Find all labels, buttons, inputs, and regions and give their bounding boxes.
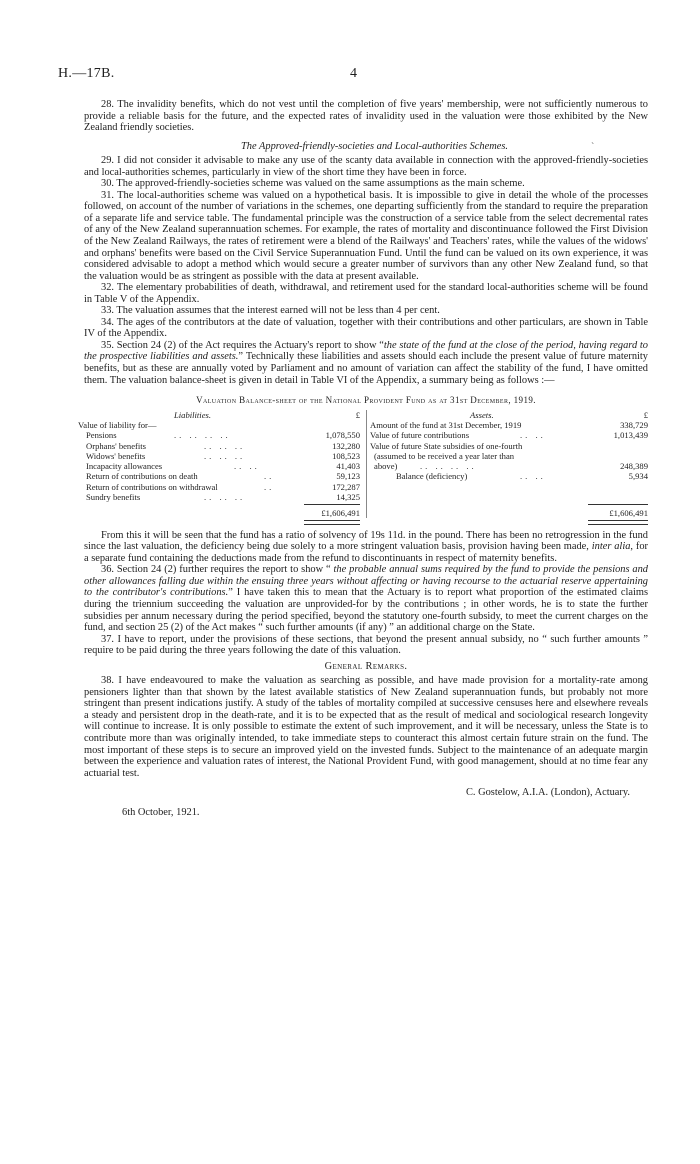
asset-leader: .. .. xyxy=(520,430,546,441)
liabilities-intro: Value of liability for— xyxy=(78,419,157,430)
liability-amount: 1,078,550 xyxy=(325,430,360,441)
paragraph-28: 28. The invalidity benefits, which do not vest until the completion of five years' membership, were not sufficiently numerous to provide a reliable basis for the future, and the expected rates of invalidity used in the valuation were those exhibited by the New Zealand friendly societies. xyxy=(84,99,648,134)
asset-label: Value of future State subsidies of one-fourth xyxy=(370,440,523,451)
liabilities-column xyxy=(78,409,366,518)
stray-mark: ˋ xyxy=(591,142,595,153)
asset-row xyxy=(370,461,648,471)
liability-row xyxy=(84,471,366,481)
asset-row xyxy=(370,420,648,430)
assets-heading: Assets. xyxy=(470,409,494,420)
liability-leader: .. .. .. xyxy=(204,450,246,461)
liability-row xyxy=(84,451,366,461)
liability-amount: 108,523 xyxy=(332,450,360,461)
column-divider xyxy=(366,410,367,518)
liability-row xyxy=(84,482,366,492)
paragraph-35-text-end: ” Technically these liabilities and assets should each include the present value of future maternity benefits, but as these are annually voted by Parliament and no amount of variation can affect the stability of the fund, I have omitted them. The valuation balance-sheet is given in detail in Table VI of the Appendix, a summary being as follows :— xyxy=(84,351,648,386)
liability-leader: .. .. .. .. xyxy=(174,430,231,441)
asset-amount: 1,013,439 xyxy=(613,430,648,441)
assets-rule xyxy=(588,504,648,505)
asset-amount: 338,729 xyxy=(620,419,648,430)
asset-amount: 5,934 xyxy=(628,471,648,482)
liability-label: Orphans' benefits xyxy=(86,440,147,451)
asset-row xyxy=(370,430,648,440)
liabilities-total-row xyxy=(84,508,366,518)
liability-amount: 14,325 xyxy=(336,492,360,503)
liability-label: Return of contributions on withdrawal xyxy=(86,481,218,492)
body-text xyxy=(78,99,649,821)
liability-amount: 172,287 xyxy=(332,481,360,492)
paragraph-37: 37. I have to report, under the provisions of these sections, that beyond the present annual subsidy, no “ such further amounts ” require to be paid during the three years following the date of this valuation. xyxy=(84,633,648,657)
asset-label: Value of future contributions xyxy=(370,430,470,441)
paragraph-30: 30. The approved-friendly-societies scheme was valued on the same assumptions as the main scheme. xyxy=(101,178,525,190)
liability-amount: 132,280 xyxy=(332,440,360,451)
paragraph-36-text-end: ” I have taken this to mean that the Actuary is to report what proportion of the estimated claims during the triennium succeeding the valuation are unprovided-for by the contributions ; in other words, he is to state the further subsidies per annum necessary during the period specified, beyond the statutory one-fourth subsidy, to meet the current charges on the fund, and section 25 (2) of the Act makes “ such further amounts (if any) ” an additional charge on the State. xyxy=(84,587,649,634)
asset-row xyxy=(370,451,648,461)
assets-column xyxy=(370,409,648,518)
paragraph-35-text: 35. Section 24 (2) of the Act requires the Actuary's report to show “ xyxy=(101,339,384,351)
liability-label: Return of contributions on death xyxy=(86,471,198,482)
paragraph-solvency-text: From this it will be seen that the fund has a ratio of solvency of 19s 11d. in the pound. There has been no retrogression in the fund since the last valuation, the deficiency being due solely to a more stringent valuation basis, provision having been made, xyxy=(84,529,648,553)
liability-label: Widows' benefits xyxy=(86,450,146,461)
document-reference: H.—17B. xyxy=(58,66,115,81)
paragraph-solvency xyxy=(84,530,648,565)
liability-leader: .. xyxy=(264,471,275,482)
liability-label: Pensions xyxy=(86,430,117,441)
liability-amount: 41,403 xyxy=(336,461,360,472)
date-block xyxy=(84,807,648,821)
section-heading-schemes: The Approved-friendly-societies and Local-authorities Schemes. xyxy=(241,140,508,152)
liability-label: Sundry benefits xyxy=(86,492,141,503)
liabilities-intro-row xyxy=(78,419,366,430)
page-number: 4 xyxy=(350,66,357,81)
liability-label: Incapacity allowances xyxy=(86,461,163,472)
assets-total: £1,606,491 xyxy=(609,507,648,518)
liabilities-total: £1,606,491 xyxy=(321,507,360,518)
paragraph-36-quote: the probable annual sums required by the fund to provide the pensions and other allowances falling due within the ensuing three years without affecting or having recourse to the actuarial reserve appertaining to the contributor's contributions. xyxy=(84,564,649,599)
paragraph-35-quote: the state of the fund at the close of the period, having regard to the prospective liabilities and assets. xyxy=(84,339,648,363)
liability-row xyxy=(84,492,366,502)
liability-leader: .. xyxy=(264,481,275,492)
asset-label: Balance (deficiency) xyxy=(396,471,468,482)
liabilities-double-rule xyxy=(304,520,360,525)
liability-row xyxy=(84,461,366,471)
liability-row xyxy=(84,441,366,451)
balance-sheet-title: Valuation Balance-sheet of the National Provident Fund as at 31st December, 1919. xyxy=(196,395,536,406)
paragraph-34: 34. The ages of the contributors at the date of valuation, together with their contributions and other particulars, are shown in Table IV of the Appendix. xyxy=(84,316,648,340)
asset-amount: 248,389 xyxy=(620,461,648,472)
paragraph-solvency-latin: inter alia xyxy=(591,541,631,553)
asset-leader: .. .. xyxy=(520,471,546,482)
liabilities-currency: £ xyxy=(355,409,360,420)
asset-row xyxy=(370,441,648,451)
paragraph-solvency-text-end: , for a separate fund containing the deductions made from the refund to discontinuants in respect of maternity benefits. xyxy=(84,541,648,564)
paragraph-35 xyxy=(84,340,648,386)
page-header xyxy=(58,66,648,86)
asset-row xyxy=(370,471,648,481)
liability-amount: 59,123 xyxy=(336,471,360,482)
liability-leader: .. .. .. xyxy=(204,440,246,451)
paragraph-31: 31. The local-authorities scheme was valued on a hypothetical basis. It is impossible to give in detail the whole of the processes followed, on account of the number of variations in the schemes, one departing sufficiently from the standard to require the preparation of a separate life and service table. The fundamental principle was the construction of a service table from the select decremental rates of any of the New Zealand superannuation schemes. For example, the rates of mortality and discontinuance followed the First Division of the New Zealand Railways, the rates of retirement were a blend of the Railways' and Teachers' rates, while the values of the widows' and orphans' benefits were based on the Civil Service Superannuation Fund. Until the fund can be valued on its own experience, it was considered advisable to adopt a method which would secure a greater number of survivors than any other New Zealand fund, so that the valuation would be as stringent as possible with the data at present available. xyxy=(84,189,648,282)
liability-leader: .. .. .. xyxy=(204,492,246,503)
report-date: 6th October, 1921. xyxy=(122,807,200,819)
liabilities-header-row xyxy=(84,410,366,420)
paragraph-36 xyxy=(84,564,648,633)
signature: C. Gostelow, A.I.A. (London), Actuary. xyxy=(465,787,630,799)
assets-double-rule xyxy=(588,520,648,525)
assets-total-row xyxy=(370,508,648,518)
paragraph-32: 32. The elementary probabilities of death, withdrawal, and retirement used for the standard local-authorities scheme will be found in Table V of the Appendix. xyxy=(84,282,648,305)
signature-block xyxy=(84,787,648,801)
asset-label: above) xyxy=(374,461,398,472)
assets-currency: £ xyxy=(643,409,648,420)
liabilities-rule xyxy=(304,504,360,505)
assets-header-row xyxy=(370,410,648,420)
paragraph-29: 29. I did not consider it advisable to make any use of the scanty data available in connection with the approved-friendly-societies and local-authorities schemes, particularly in view of the short time they have been in force. xyxy=(84,155,648,178)
paragraph-38: 38. I have endeavoured to make the valuation as searching as possible, and have made provision for a mortality-rate among pensioners lighter than that shown by the latest available statistics of New Zealand superannuation funds, but probably not more stringent than present indications justify. A study of the tables of mortality compiled at successive censuses here and elsewhere reveals a steady and persistent drop in the death-rate, and it is to be expected that as the result of medical and sociological research longevity will continue to increase. It is only possible to estimate the extent of such improvement, and it will be necessary, unless the State is to contribute more than was originally intended, to take immediate steps to counteract this almost certain future strain on the fund. The most important of these steps is to secure an improved yield on the invested funds. Subject to the maintenance of an adequate margin between the experience and valuation rates of interest, the National Provident Fund, with good management, should at no time fear any actuarial test. xyxy=(84,675,648,779)
liabilities-heading: Liabilities. xyxy=(174,409,212,420)
asset-label: (assumed to be received a year later than xyxy=(374,450,515,461)
paragraph-36-text: 36. Section 24 (2) further requires the report to show “ xyxy=(101,564,334,576)
balance-sheet-table xyxy=(78,409,648,530)
liability-leader: .. .. xyxy=(234,461,260,472)
paragraph-33: 33. The valuation assumes that the interest earned will not be less than 4 per cent. xyxy=(101,305,440,317)
asset-leader: .. .. .. .. xyxy=(420,461,477,472)
liability-row xyxy=(84,430,366,440)
asset-label: Amount of the fund at 31st December, 1919 xyxy=(370,419,522,430)
section-heading-general-remarks: General Remarks. xyxy=(324,660,408,672)
